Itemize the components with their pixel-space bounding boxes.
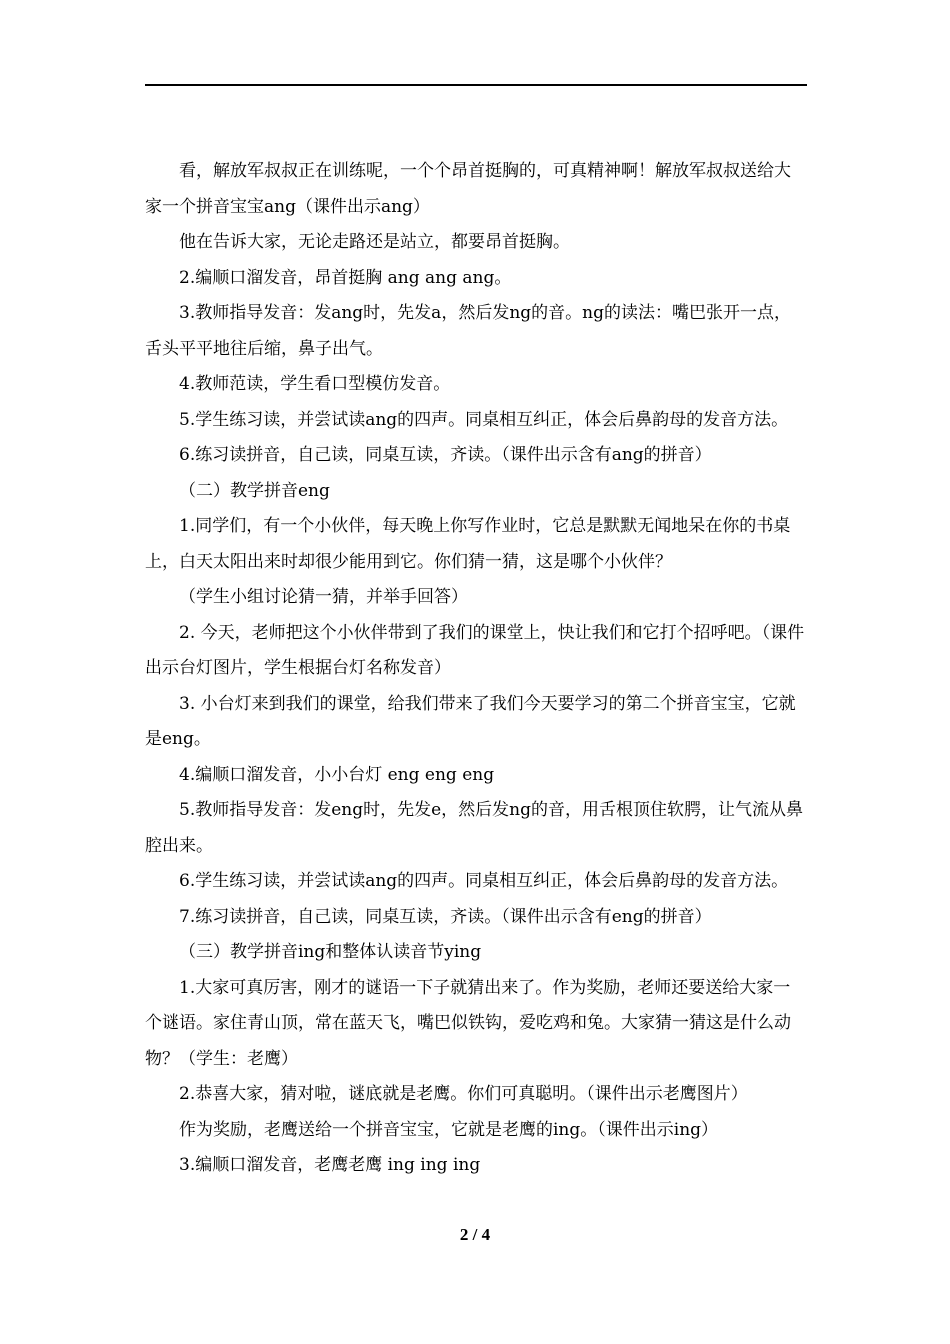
- page-number: 2 / 4: [459, 1225, 491, 1244]
- paragraph: 3. 小台灯来到我们的课堂，给我们带来了我们今天要学习的第二个拼音宝宝，它就是eng。: [145, 693, 796, 749]
- paragraph: （学生小组讨论猜一猜，并举手回答）: [179, 587, 468, 607]
- paragraph: 5.学生练习读，并尝试读ang的四声。同桌相互纠正，体会后鼻韵母的发音方法。: [179, 409, 789, 430]
- paragraph: 6.学生练习读，并尝试读ang的四声。同桌相互纠正，体会后鼻韵母的发音方法。: [179, 871, 789, 891]
- paragraph: 3.编顺口溜发音，老鹰老鹰 ing ing ing: [179, 1155, 481, 1175]
- section-heading: （二）教学拼音eng: [179, 480, 330, 501]
- paragraph: 5.教师指导发音：发eng时，先发e，然后发ng的音，用舌根顶住软腭，让气流从鼻腔出来。: [145, 800, 804, 856]
- paragraph: 1.大家可真厉害，刚才的谜语一下子就猜出来了。作为奖励，老师还要送给大家一个谜语。家住青山顶，常在蓝天飞，嘴巴似铁钩，爱吃鸡和兔。大家猜一猜这是什么动物？（学生：老鹰）: [145, 977, 791, 1069]
- paragraph: 6.练习读拼音，自己读，同桌互读，齐读。（课件出示含有ang的拼音）: [179, 445, 712, 465]
- paragraph: 看，解放军叔叔正在训练呢，一个个昂首挺胸的，可真精神啊！解放军叔叔送给大家一个拼音宝宝ang（课件出示ang）: [145, 161, 791, 217]
- paragraph: 2.编顺口溜发音，昂首挺胸 ang ang ang。: [179, 267, 512, 288]
- header-rule: [145, 84, 807, 86]
- paragraph: 2. 今天，老师把这个小伙伴带到了我们的课堂上，快让我们和它打个招呼吧。（课件出示台灯图片，学生根据台灯名称发音）: [145, 622, 805, 678]
- paragraph: 他在告诉大家，无论走路还是站立，都要昂首挺胸。: [179, 232, 570, 252]
- paragraph: 4.教师范读，学生看口型模仿发音。: [179, 374, 451, 394]
- paragraph: 1.同学们，有一个小伙伴，每天晚上你写作业时，它总是默默无闻地呆在你的书桌上，白天太阳出来时却很少能用到它。你们猜一猜，这是哪个小伙伴？: [145, 516, 791, 572]
- section-heading: （三）教学拼音ing和整体认读音节ying: [179, 942, 482, 962]
- paragraph: 4.编顺口溜发音，小小台灯 eng eng eng: [179, 764, 495, 785]
- paragraph: 3.教师指导发音：发ang时，先发a，然后发ng的音。ng的读法：嘴巴张开一点，舌头平平地往后缩，鼻子出气。: [145, 303, 791, 359]
- paragraph: 7.练习读拼音，自己读，同桌互读，齐读。（课件出示含有eng的拼音）: [179, 906, 712, 927]
- paragraph: 2.恭喜大家，猜对啦，谜底就是老鹰。你们可真聪明。（课件出示老鹰图片）: [179, 1084, 748, 1104]
- paragraph: 作为奖励，老鹰送给一个拼音宝宝，它就是老鹰的ing。（课件出示ing）: [179, 1119, 719, 1140]
- document-body: [145, 154, 807, 1184]
